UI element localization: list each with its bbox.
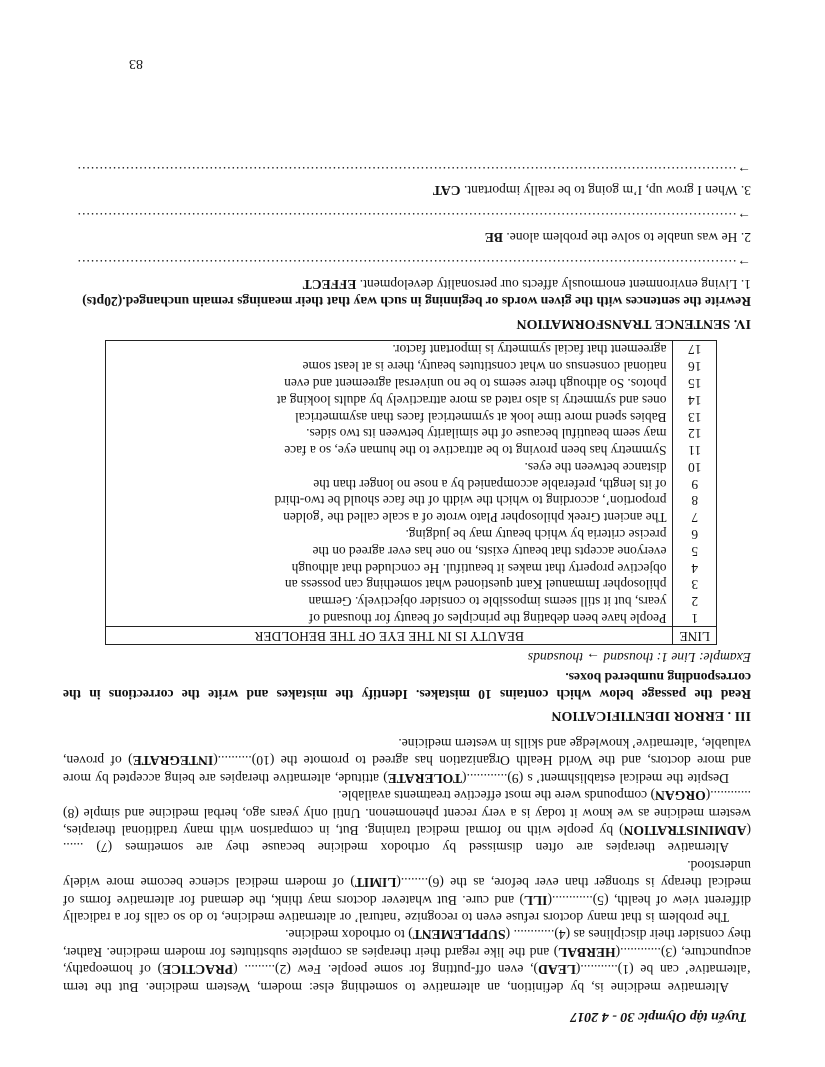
line-number: 2 (673, 592, 717, 609)
line-text: ones and symmetry is also rated as more attractively by adults looking at (106, 391, 674, 408)
table-row (106, 458, 717, 475)
table-row (106, 609, 717, 626)
line-number: 11 (673, 441, 717, 458)
table-row (106, 492, 717, 509)
answer-line[interactable]: →...................................................................................................................................................... (76, 210, 751, 226)
table-row (106, 525, 717, 542)
error-passage-table (105, 340, 717, 645)
line-number: 4 (673, 559, 717, 576)
sentence-transformation-heading: IV. SENTENCE TRANSFORMATION (516, 315, 751, 331)
line-number: 16 (673, 357, 717, 374)
line-number: 7 (673, 509, 717, 526)
error-identification-example: Example: Line 1: thousand → thousands (527, 650, 751, 666)
passage-title: BEAUTY IS IN THE EYE OF THE BEHOLDER (106, 627, 674, 645)
line-text: years, but it still seems impossible to consider objectively. German (106, 592, 674, 609)
line-number: 9 (673, 475, 717, 492)
line-number: 15 (673, 374, 717, 391)
error-identification-instruction: Read the passage below which contains 10 mistakes. Identify the mistakes and write the corrections in the corresponding numbered boxes. (63, 669, 751, 703)
keyword: PRACTICE (162, 962, 234, 978)
line-text: distance between the eyes. (106, 458, 674, 475)
given-word: BE (484, 229, 503, 245)
line-number: 1 (673, 609, 717, 626)
line-text: photos. So although there seems to be no universal agreement and even (106, 374, 674, 391)
line-number: 14 (673, 391, 717, 408)
line-number: 17 (673, 340, 717, 357)
line-text: proportion’, according to which the width of the face should be two-third (106, 492, 674, 509)
line-text: The ancient Greek philosopher Plato wrote of a scale called the ‘golden (106, 509, 674, 526)
keyword: INTEGRATE (132, 753, 214, 769)
keyword: SUPPLEMENT (412, 927, 506, 943)
line-text: national consensus on what constitutes beauty, there is at least some (106, 357, 674, 374)
line-text: agreement that facial symmetry is important factor. (106, 340, 674, 357)
passage-paragraph: Despite the medical establishment’ s (9)............(TOLERATE) attitude, alternative therapies are being accepted by more and more doctors, and the World Health Organization has agreed to promote the (10)..........(INTEGRATE) of proven, valuable, ‘alternative’ knowledge and skills in western medicine. (62, 735, 751, 786)
line-text: Babies spend more time look at symmetrical faces than asymmetrical (106, 408, 674, 425)
page-content (63, 152, 751, 1025)
line-text: of its length, preferable accompanied by a nose no longer than the (106, 475, 674, 492)
keyword: ORGAN (655, 788, 706, 804)
keyword: HERBAL (558, 944, 616, 960)
table-row (106, 592, 717, 609)
line-number: 5 (673, 542, 717, 559)
table-row (106, 509, 717, 526)
table-row (106, 374, 717, 391)
keyword: LEAD (538, 962, 576, 978)
answer-line[interactable]: →...................................................................................................................................................... (76, 163, 751, 179)
table-row (106, 441, 717, 458)
passage-paragraph: Alternative medicine is, by definition, an alternative to something else: modern, Western medicine. But the term ‘alternative’ can be (1)...........(LEAD), even off-putting for some people. Few (2)......... (PRACTICE) of homeopathy, acupuncture, (3)............(HERBAL) and the like regard their therapies as complete substitutes for modern medicine. Rather, they consider their disciplines as (4)............ (SUPPLEMENT) to orthodox medicine. (63, 927, 751, 995)
keyword: ILL (523, 892, 548, 908)
line-text: Symmetry has been proving to be attractive to the human eye, so a face (106, 441, 674, 458)
word-formation-passage (63, 729, 751, 996)
line-text: philosopher Immanuel Kant questioned what something can possess an (106, 576, 674, 593)
line-number: 8 (673, 492, 717, 509)
error-identification-heading: III . ERROR IDENTIFICATION (551, 708, 751, 724)
table-row (106, 357, 717, 374)
line-number: 12 (673, 425, 717, 442)
table-row (106, 340, 717, 357)
answer-line[interactable]: →...................................................................................................................................................... (76, 257, 751, 273)
keyword: LIMIT (354, 875, 397, 891)
passage-paragraph: Alternative therapies are often dismissed by orthodox medicine because they are sometimes (7) ...... (ADMINISTRATION) by people with no formal medical training. But, in comparison with many traditional therapies, western medicine as we know it today is a very recent phenomenon. Until only years ago, herbal medicine and simple (8) ............(ORGAN) compounds were the most effective treatments available. (63, 788, 751, 856)
transformation-item: 3. When I grow up, I’m going to be really important. CAT (432, 183, 751, 199)
given-word: CAT (432, 183, 461, 199)
line-number: 13 (673, 408, 717, 425)
error-identification-section (63, 340, 751, 725)
line-number: 3 (673, 576, 717, 593)
line-text: everyone accepts that beauty exists, no one has ever agreed on the (106, 542, 674, 559)
sentence-transformation-instruction: Rewrite the sentences with the given words or beginning in such way that their meanings remain unchanged.(20pts) (82, 294, 751, 310)
transformation-item: 1. Living environment enormously affects our personality development. EFFECT (302, 276, 751, 292)
table-row (106, 542, 717, 559)
table-row (106, 425, 717, 442)
line-number: 10 (673, 458, 717, 475)
keyword: ADMINISTRATION (623, 822, 747, 838)
table-row (106, 475, 717, 492)
given-word: EFFECT (302, 276, 357, 292)
table-row (106, 391, 717, 408)
line-text: People have been debating the principles of beauty for thousand of (106, 609, 674, 626)
table-row (106, 576, 717, 593)
line-text: objective property that makes it beautiful. He concluded that although (106, 559, 674, 576)
transformation-items (63, 162, 751, 292)
line-number: 6 (673, 525, 717, 542)
keyword: TOLERATE (387, 770, 463, 786)
line-header: LINE (673, 627, 717, 645)
page-number: 83 (129, 56, 143, 71)
line-text: precise criteria by which beauty may be judging. (106, 525, 674, 542)
transformation-item: 2. He was unable to solve the problem alone. BE (484, 229, 751, 245)
table-row (106, 408, 717, 425)
passage-paragraph: The problem is that many doctors refuse even to recognize ‘natural’ or alternative medicine, to do so calls for a radically different view of health, (5)............(ILL) and cure. But whatever doctors may think, the demand for alternative forms of medical therapy is stronger than ever before, as the (6)........(LIMIT) of modern medical science become more widely understood. (62, 857, 751, 925)
page-title: Tuyển tập Olympic 30 - 4 2017 (570, 1009, 747, 1024)
sentence-transformation-section (63, 162, 751, 331)
line-text: may seem beautiful because of the similarity between its two sides. (106, 425, 674, 442)
table-row (106, 559, 717, 576)
table-header-row (106, 627, 717, 645)
